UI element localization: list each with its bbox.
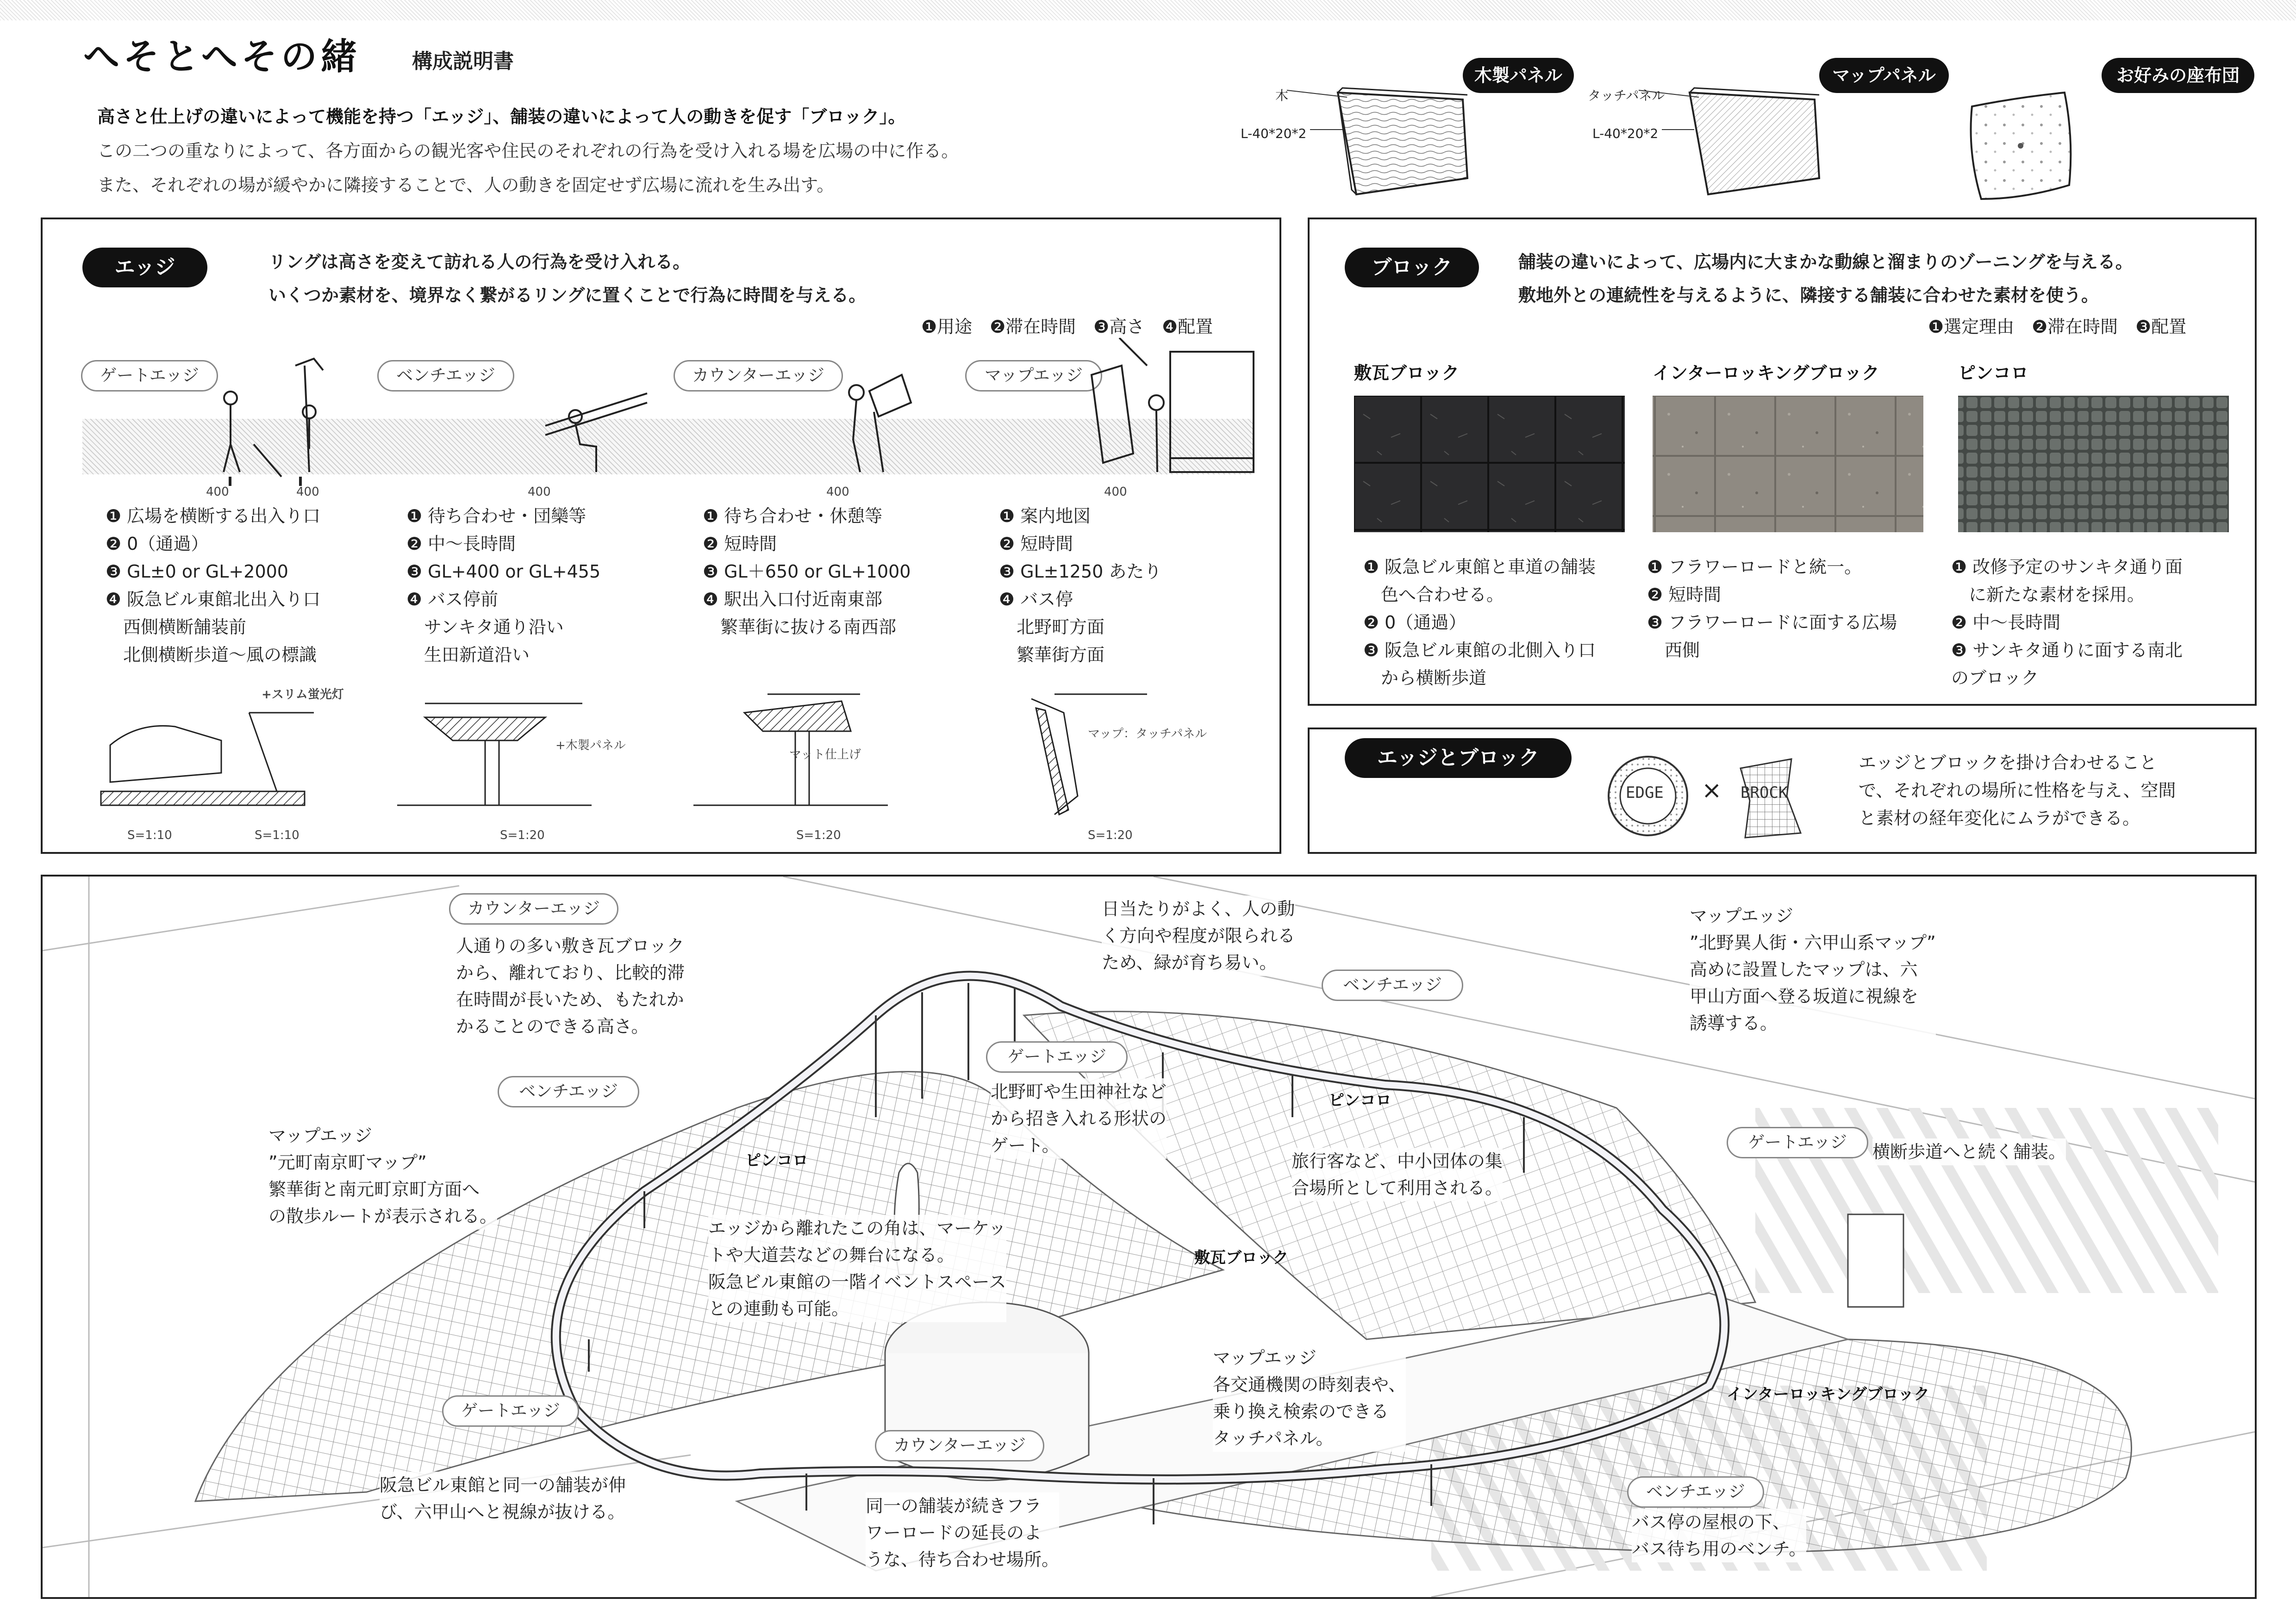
note-line: 北野町や生田神社など [991, 1082, 1167, 1102]
desc-line: ❶ 待ち合わせ・団欒等 [406, 506, 586, 526]
desc-line: ❸ GL＋650 or GL+1000 [703, 561, 911, 582]
desc-line: ❷ 0（通過） [106, 534, 209, 554]
note-line: トや大道芸などの舞台になる。 [708, 1245, 955, 1265]
edge-desc-line: いくつか素材を、境界なく繋がるリングに置くことで行為に時間を与える。 [268, 285, 867, 305]
desc-line: 西側 [1647, 640, 1700, 660]
intro-line: この二つの重なりによって、各方面からの観光客や住民のそれぞれの行為を受け入れる場を広場の中に作る。 [97, 141, 959, 161]
wood-angle-label: L-40*20*2 [1241, 126, 1307, 141]
block-tag: ブロック [1345, 248, 1479, 287]
callout-text [866, 1492, 1059, 1573]
callout-text [991, 1078, 1167, 1159]
note-line: 阪急ビル東館と同一の舗装が伸 [380, 1475, 626, 1495]
note-line: ”北野異人街・六甲山系マップ” [1690, 933, 1936, 953]
desc-line: ❸ GL+400 or GL+455 [406, 561, 601, 582]
block-name-interlocking: インターロッキングブロック [1653, 363, 1879, 383]
intro-line: また、それぞれの場が緩やかに隣接することで、人の動きを固定せず広場に流れを生み出す。 [97, 175, 835, 195]
note-line: 同一の舗装が続きフラ [866, 1496, 1042, 1516]
dim-400: 400 [826, 485, 849, 499]
scale-label: S=1:10 [255, 828, 299, 842]
note-line: から招き入れる形状の [991, 1108, 1167, 1129]
desc-line: ❸ 阪急ビル東館の北側入り口 [1363, 640, 1596, 660]
desc-line: ❸ GL±1250 あたり [999, 561, 1162, 582]
desc-line: 繁華街方面 [999, 645, 1105, 665]
edge-note-bench: +木製パネル [555, 739, 626, 752]
desc-line: 北野町方面 [999, 617, 1105, 637]
scale-label: S=1:20 [796, 828, 841, 842]
desc-line: のブロック [1951, 668, 2039, 688]
desc-line: 西側横断舗装前 [106, 617, 247, 637]
edge-section-details [82, 676, 1254, 824]
desc-line: ❶ フラワーロードと統一。 [1647, 557, 1862, 577]
desc-line: ❶ 改修予定のサンキタ通り面 [1951, 557, 2183, 577]
note-line: の散歩ルートが表示される。 [268, 1206, 498, 1226]
wood-material-label: 木 [1275, 88, 1289, 103]
edge-desc-line: リングは高さを変えて訪れる人の行為を受け入れる。 [268, 252, 691, 272]
map-angle-label: L-40*20*2 [1592, 126, 1659, 141]
edge-description [268, 245, 866, 312]
callout-text [1102, 895, 1295, 976]
callout-text [1690, 902, 1936, 1037]
zone-label: ピンコロ [1329, 1091, 1391, 1110]
note-line: かることのできる高さ。 [456, 1016, 649, 1037]
block-interlocking-desc [1647, 553, 1897, 664]
desc-line: ❹ バス停 [999, 589, 1073, 609]
block-name-pinkoro: ピンコロ [1958, 363, 2029, 383]
dim-400: 400 [1104, 485, 1127, 499]
note-line: ”元町南京町マップ” [268, 1152, 427, 1173]
desc-line: 色へ合わせる。 [1363, 585, 1504, 605]
block-pinkoro-desc [1951, 553, 2183, 692]
desc-line: 北側横断歩道〜風の標識 [106, 645, 317, 665]
block-desc-line: 敷地外との連続性を与えるように、隣接する舗装に合わせた素材を使う。 [1518, 285, 2099, 305]
note-line: 横断歩道へと続く舗装。 [1872, 1142, 2066, 1162]
note-line: バス停の屋根の下、 [1632, 1512, 1791, 1532]
intro-line: 高さと仕上げの違いによって機能を持つ「エッジ」、舗装の違いによって人の動きを促す「ブロック」。 [97, 106, 906, 127]
edge-elevation-sketches [82, 338, 1254, 495]
panel-illustrations [1204, 65, 2287, 213]
desc-line: エッジとブロックを掛け合わせること [1859, 752, 2157, 773]
desc-line: から横断歩道 [1363, 668, 1487, 688]
callout-tag: ゲートエッジ [986, 1041, 1128, 1073]
wood-panel-sketch [1287, 88, 1467, 194]
desc-line: ❸ フラワーロードに面する広場 [1647, 612, 1897, 633]
cushion-sketch [1971, 93, 2071, 199]
edge-gate-desc [106, 502, 320, 669]
desc-line: に新たな素材を採用。 [1951, 585, 2145, 605]
block-name-shikigawara: 敷瓦ブロック [1354, 363, 1460, 383]
map-panel-tag: マップパネル [1819, 58, 1949, 93]
scale-label: S=1:20 [500, 828, 545, 842]
desc-line: ❷ 0（通過） [1363, 612, 1466, 633]
cushion-tag: お好みの座布団 [2102, 58, 2254, 93]
desc-line: ❸ サンキタ通りに面する南北 [1951, 640, 2183, 660]
scale-label: S=1:10 [127, 828, 172, 842]
note-line: 乗り換え検索のできる [1213, 1401, 1389, 1422]
note-line: 高めに設置したマップは、六 [1690, 959, 1918, 980]
intro-text [97, 99, 959, 202]
desc-line: ❸ GL±0 or GL+2000 [106, 561, 288, 582]
note-line: 人通りの多い敷き瓦ブロック [456, 936, 685, 956]
desc-line: ❹ 阪急ビル東館北出入り口 [106, 589, 321, 609]
note-line: 誘導する。 [1690, 1013, 1778, 1033]
zone-label: インターロッキングブロック [1727, 1385, 1930, 1404]
callout-text [1632, 1509, 1806, 1562]
note-line: 旅行客など、中小団体の集 [1292, 1151, 1503, 1171]
callout-tag: ベンチエッジ [1322, 970, 1463, 1001]
note-line: タッチパネル。 [1213, 1428, 1334, 1449]
block-legend: ❶選定理由 ❷滞在時間 ❸配置 [1928, 317, 2187, 337]
desc-line: ❷ 短時間 [703, 534, 777, 554]
note-line: び、六甲山へと視線が抜ける。 [380, 1502, 625, 1522]
note-line: 合場所として利用される。 [1292, 1178, 1503, 1198]
note-line: バス待ち用のベンチ。 [1632, 1539, 1807, 1559]
note-line: から、離れており、比較的滞 [456, 963, 685, 983]
desc-line: ❶ 待ち合わせ・休憩等 [703, 506, 883, 526]
callout-text [1872, 1138, 2066, 1165]
note-line: マップエッジ [1690, 906, 1793, 926]
note-line: く方向や程度が限られる [1102, 926, 1296, 946]
desc-line: ❷ 中〜長時間 [406, 534, 516, 554]
desc-line: で、それぞれの場所に性格を与え、空間 [1859, 780, 2176, 801]
callout-text [456, 933, 685, 1040]
desc-line: ❷ 中〜長時間 [1951, 612, 2061, 633]
callout-tag: ゲートエッジ [1727, 1127, 1868, 1158]
combo-tag: エッジとブロック [1345, 738, 1572, 778]
map-material-label: タッチパネル [1588, 88, 1665, 103]
callout-text [268, 1122, 497, 1230]
zone-label: ピンコロ [745, 1151, 808, 1170]
note-line: 甲山方面へ登る坂道に視線を [1690, 986, 1919, 1007]
combo-edge-word: EDGE [1626, 784, 1664, 802]
block-texture-samples [1354, 396, 2234, 535]
dim-400: 400 [206, 485, 229, 499]
callout-text [380, 1472, 626, 1525]
callout-text [1292, 1148, 1503, 1201]
zone-label: 敷瓦ブロック [1194, 1249, 1289, 1267]
desc-line: ❹ バス停前 [406, 589, 499, 609]
note-line: エッジから離れたこの角は、マーケッ [708, 1218, 1006, 1238]
note-line: うな、待ち合わせ場所。 [866, 1549, 1060, 1570]
callout-tag: ベンチエッジ [1627, 1476, 1764, 1508]
edge-counter-desc [703, 502, 911, 641]
note-line: 阪急ビル東館の一階イベントスペース [708, 1272, 1006, 1292]
desc-line: 生田新道沿い [406, 645, 530, 665]
callout-tag: ベンチエッジ [498, 1076, 639, 1107]
note-line: 繁華街と南元町京町方面へ [268, 1179, 480, 1200]
block-desc-line: 舗装の違いによって、広場内に大まかな動線と溜まりのゾーニングを与える。 [1518, 252, 2133, 272]
map-panel-sketch [1639, 88, 1819, 194]
note-line: マップエッジ [268, 1126, 372, 1146]
combo-times: × [1702, 777, 1722, 804]
note-line: ため、緑が育ち易い。 [1102, 952, 1277, 973]
wood-panel-tag: 木製パネル [1463, 58, 1574, 93]
dim-400: 400 [296, 485, 319, 499]
desc-line: 繁華街に抜ける南西部 [703, 617, 897, 637]
callout-tag: ゲートエッジ [442, 1395, 579, 1427]
edge-tag: エッジ [82, 248, 207, 287]
edge-note-map: マップ：タッチパネル [1088, 727, 1207, 741]
block-description [1518, 245, 2133, 312]
callout-text [1213, 1344, 1406, 1452]
note-line: 日当たりがよく、人の動 [1102, 899, 1295, 919]
edge-map-desc [999, 502, 1161, 669]
callout-text [708, 1215, 1006, 1322]
page-subtitle: 構成説明書 [412, 50, 514, 73]
combo-description [1859, 749, 2176, 832]
edge-note-gate: +スリム蛍光灯 [262, 688, 344, 702]
desc-line: ❶ 広場を横断する出入り口 [106, 506, 321, 526]
edge-type-map: マップエッジ [965, 360, 1102, 392]
block-shikigawara-desc [1363, 553, 1596, 692]
scale-label: S=1:20 [1088, 828, 1133, 842]
desc-line: ❹ 駅出入口付近南東部 [703, 589, 883, 609]
dim-400: 400 [528, 485, 551, 499]
edge-type-counter: カウンターエッジ [674, 360, 843, 392]
note-line: との連動も可能。 [708, 1299, 849, 1319]
combo-block-word: BROCK [1741, 784, 1788, 802]
desc-line: と素材の経年変化にムラができる。 [1859, 808, 2140, 828]
edge-legend: ❶用途 ❷滞在時間 ❸高さ ❹配置 [921, 317, 1213, 337]
page-title: へそとへその緒 [83, 36, 361, 78]
edge-note-counter: マット仕上げ [789, 748, 861, 762]
desc-line: ❷ 短時間 [1647, 585, 1722, 605]
note-line: 在時間が長いため、もたれか [456, 989, 684, 1010]
edge-bench-desc [406, 502, 600, 669]
desc-line: ❶ 案内地図 [999, 506, 1091, 526]
callout-tag: カウンターエッジ [449, 893, 618, 925]
edge-type-gate: ゲートエッジ [81, 360, 218, 392]
edge-type-bench: ベンチエッジ [377, 360, 514, 392]
desc-line: サンキタ通り沿い [406, 617, 564, 637]
note-line: マップエッジ [1213, 1348, 1316, 1368]
top-pattern-band [0, 0, 2296, 20]
note-line: 各交通機関の時刻表や、 [1213, 1374, 1406, 1395]
note-line: ワーロードの延長のよ [866, 1523, 1042, 1543]
desc-line: ❷ 短時間 [999, 534, 1073, 554]
desc-line: ❶ 阪急ビル東館と車道の舗装 [1363, 557, 1596, 577]
callout-tag: カウンターエッジ [875, 1430, 1044, 1461]
note-line: ゲート。 [991, 1135, 1060, 1156]
